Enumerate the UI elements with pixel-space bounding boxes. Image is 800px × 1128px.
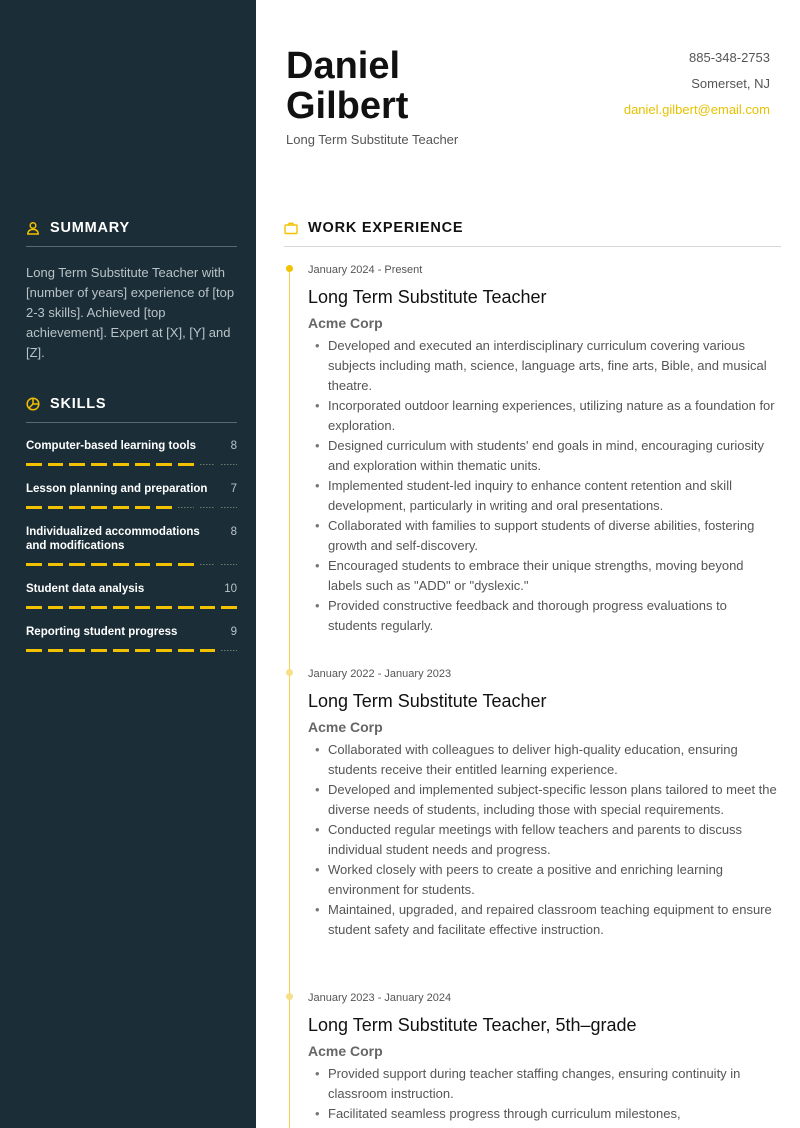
skill-level-bar <box>26 563 237 566</box>
skill-segment-filled <box>113 506 129 509</box>
skill-segment-filled <box>26 506 42 509</box>
skill-item <box>26 439 237 466</box>
timeline-dot <box>286 669 293 676</box>
skill-segment-filled <box>156 563 172 566</box>
skill-segment-empty <box>178 507 194 508</box>
job-date: January 2023 - January 2024 <box>308 992 452 1004</box>
skill-level-bar <box>26 649 237 652</box>
candidate-role: Long Term Substitute Teacher <box>286 132 459 147</box>
skill-segment-filled <box>156 506 172 509</box>
skill-segment-filled <box>200 649 216 652</box>
job-date: January 2022 - January 2023 <box>308 668 452 680</box>
skill-header <box>26 439 237 453</box>
job-bullet: • Developed and implemented subject-specific lesson plans tailored to meet the diverse needs of students, including those with special requirements. <box>308 780 778 820</box>
job-company: Acme Corp <box>308 315 383 331</box>
job-entry <box>308 668 778 940</box>
skill-segment-empty <box>221 564 237 565</box>
skill-name: Lesson planning and preparation <box>26 483 208 495</box>
skill-segment-filled <box>69 506 85 509</box>
briefcase-icon <box>284 221 298 235</box>
job-company: Acme Corp <box>308 1043 383 1059</box>
job-date: January 2024 - Present <box>308 264 423 276</box>
job-entry <box>308 992 778 1124</box>
skill-segment-filled <box>178 606 194 609</box>
skill-segment-filled <box>26 649 42 652</box>
job-bullet: • Incorporated outdoor learning experiences, utilizing nature as a foundation for exploration. <box>308 396 778 436</box>
work-experience-heading <box>284 220 781 247</box>
main-content <box>256 0 800 1128</box>
skill-segment-filled <box>135 506 151 509</box>
job-title: Long Term Substitute Teacher <box>308 287 547 307</box>
skill-segment-filled <box>221 606 237 609</box>
skill-segment-filled <box>113 606 129 609</box>
job-bullets <box>308 336 778 636</box>
skill-segment-filled <box>113 463 129 466</box>
skill-segment-filled <box>91 463 107 466</box>
skill-segment-filled <box>113 563 129 566</box>
skill-score: 8 <box>230 526 237 538</box>
skill-header <box>26 625 237 639</box>
phone-number: 885-348-2753 <box>689 50 770 65</box>
skill-segment-filled <box>135 463 151 466</box>
summary-title: SUMMARY <box>50 220 130 236</box>
skill-level-bar <box>26 506 237 509</box>
skill-segment-filled <box>48 463 64 466</box>
job-bullet: • Conducted regular meetings with fellow teachers and parents to discuss individual student needs and progress. <box>308 820 778 860</box>
skill-segment-empty <box>221 650 237 651</box>
pie-chart-icon <box>26 397 40 411</box>
job-bullet: • Encouraged students to embrace their unique strengths, moving beyond labels such as "ADD" or "dyslexic." <box>308 556 778 596</box>
job-bullet: • Collaborated with families to support students of diverse abilities, fostering growth and self-discovery. <box>308 516 778 556</box>
skill-segment-filled <box>69 463 85 466</box>
skill-item <box>26 525 237 566</box>
skill-segment-filled <box>91 506 107 509</box>
sidebar <box>0 0 256 1128</box>
skill-name: Student data analysis <box>26 583 145 595</box>
summary-text: Long Term Substitute Teacher with [number of years] experience of [top 2-3 skills]. Achieved [top achievement]. Expert at [X], [Y] and [Z]. <box>26 265 235 360</box>
skill-score: 9 <box>230 626 237 638</box>
contact-info <box>624 50 770 128</box>
skills-title: SKILLS <box>50 396 107 412</box>
job-company: Acme Corp <box>308 719 383 735</box>
skill-segment-filled <box>48 606 64 609</box>
skill-segment-empty <box>221 507 237 508</box>
job-bullets <box>308 1064 778 1124</box>
skill-header <box>26 525 237 553</box>
skill-item <box>26 582 237 609</box>
skill-segment-filled <box>69 649 85 652</box>
skill-segment-empty <box>200 464 216 465</box>
skill-segment-empty <box>200 507 216 508</box>
job-bullet: • Designed curriculum with students' end goals in mind, encouraging curiosity and exploration within thematic units. <box>308 436 778 476</box>
skill-segment-filled <box>69 563 85 566</box>
job-bullet: • Facilitated seamless progress through curriculum milestones, <box>308 1104 778 1124</box>
job-bullet: • Provided support during teacher staffing changes, ensuring continuity in classroom instruction. <box>308 1064 778 1104</box>
skill-header <box>26 482 237 496</box>
job-title: Long Term Substitute Teacher, 5th–grade <box>308 1015 637 1035</box>
summary-section <box>26 220 237 363</box>
job-bullet: • Developed and executed an interdisciplinary curriculum covering various subjects including math, science, language arts, fine arts, Bible, and musical theatre. <box>308 336 778 396</box>
skill-segment-filled <box>48 563 64 566</box>
skill-segment-filled <box>135 563 151 566</box>
summary-heading <box>26 220 237 247</box>
skill-name: Individualized accommodations and modifications <box>26 526 200 552</box>
skills-heading <box>26 396 237 423</box>
skill-item <box>26 482 237 509</box>
email-link[interactable]: daniel.gilbert@email.com <box>623 102 770 117</box>
skill-segment-filled <box>48 649 64 652</box>
skill-segment-filled <box>26 463 42 466</box>
skill-name: Reporting student progress <box>26 626 178 638</box>
skill-segment-filled <box>135 649 151 652</box>
person-icon <box>26 221 40 235</box>
skill-segment-filled <box>48 506 64 509</box>
job-bullets <box>308 740 778 940</box>
skill-segment-filled <box>26 563 42 566</box>
skill-segment-filled <box>156 606 172 609</box>
first-name: Daniel <box>286 45 401 87</box>
last-name: Gilbert <box>286 85 409 127</box>
skill-score: 8 <box>230 440 237 452</box>
skill-item <box>26 625 237 652</box>
skill-level-bar <box>26 606 237 609</box>
skill-segment-empty <box>221 464 237 465</box>
skill-segment-filled <box>113 649 129 652</box>
job-bullet: • Maintained, upgraded, and repaired classroom teaching equipment to ensure student safety and facilitate effective instruction. <box>308 900 778 940</box>
skill-segment-filled <box>91 649 107 652</box>
skill-segment-filled <box>200 606 216 609</box>
skill-name: Computer-based learning tools <box>26 440 196 452</box>
skills-section <box>26 396 237 652</box>
location: Somerset, NJ <box>691 76 770 91</box>
skill-segment-filled <box>135 606 151 609</box>
skill-segment-filled <box>178 463 194 466</box>
skill-segment-filled <box>69 606 85 609</box>
timeline-dot <box>286 993 293 1000</box>
skill-level-bar <box>26 463 237 466</box>
job-bullet: • Worked closely with peers to create a positive and enriching learning environment for students. <box>308 860 778 900</box>
skill-segment-filled <box>178 649 194 652</box>
skill-segment-filled <box>91 563 107 566</box>
skill-segment-filled <box>156 463 172 466</box>
skill-segment-filled <box>156 649 172 652</box>
skill-segment-filled <box>178 563 194 566</box>
work-experience-title: WORK EXPERIENCE <box>308 220 464 236</box>
job-entry <box>308 264 778 636</box>
job-bullet: • Provided constructive feedback and thorough progress evaluations to students regularly. <box>308 596 778 636</box>
skill-score: 10 <box>224 583 237 595</box>
job-title: Long Term Substitute Teacher <box>308 691 547 711</box>
skill-score: 7 <box>230 483 237 495</box>
timeline-dot <box>286 265 293 272</box>
candidate-name <box>286 46 408 126</box>
skill-segment-empty <box>200 564 216 565</box>
skill-segment-filled <box>91 606 107 609</box>
skill-segment-filled <box>26 606 42 609</box>
job-bullet: • Implemented student-led inquiry to enhance content retention and skill development, particularly in writing and oral presentations. <box>308 476 778 516</box>
job-bullet: • Collaborated with colleagues to deliver high-quality education, ensuring students receive their entitled learning experience. <box>308 740 778 780</box>
skills-list <box>26 439 237 652</box>
skill-header <box>26 582 237 596</box>
